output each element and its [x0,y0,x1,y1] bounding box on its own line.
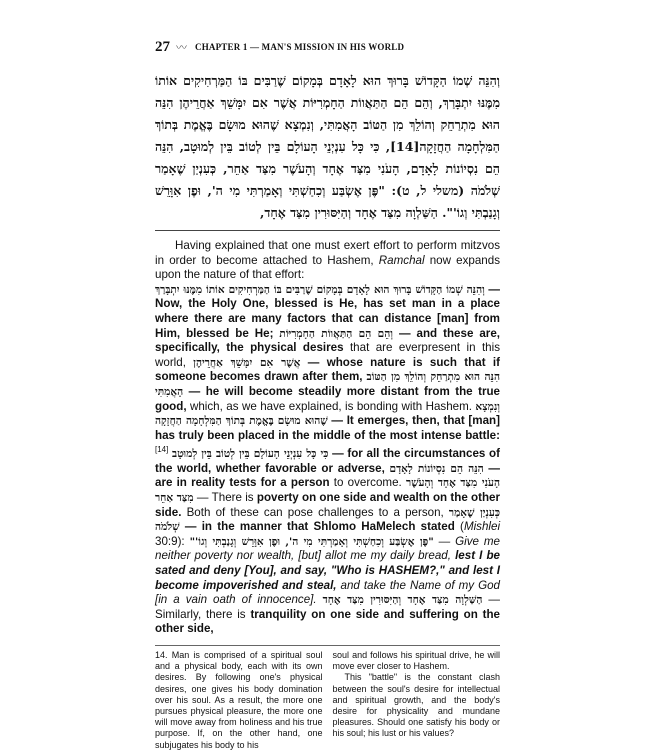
footnote-column [155,650,323,751]
lemma: וְהִנֵּה שְׁמוֹ הַקָּדוֹשׁ בָּרוּךְ הוּא לָאָדָם בְּמָקוֹם שֶׁרַבִּים בּוֹ הַמַּרְחִיקִים אוֹתוֹ מִמֶּנּוּ יִתְבָּרַךְ [155,283,485,296]
translation: — are in reality tests for a person [155,461,500,490]
translation: — and these are, specifically, the physical desires [155,326,500,355]
running-header [155,38,500,56]
lemma: הָעֹנִי מִצַּד אֶחָד וְהָעֹשֶׁר מִצַּד אַחֵר [155,477,500,504]
intro-paragraph [155,239,500,283]
translation: — Similarly, there is [155,593,500,621]
lemma: הִנֵּה הוּא מִתְרַחֵק וְהוֹלֵךְ מִן הַטּוֹב הָאֲמִתִּי [155,371,500,398]
section-divider [155,230,500,231]
elucidation: which, as we have explained, is bonding with Hashem. [186,399,476,413]
chapter-title: CHAPTER 1 — MAN'S MISSION IN HIS WORLD [195,42,405,52]
citation: 30:9): [155,534,190,548]
elucidation: to overcome. [329,476,406,490]
lemma: וְנִמְצָא שֶׁהוּא מוּשָׂם בֶּאֱמֶת בְּתוֹךְ הַמִּלְחָמָה הַחֲזָקָה [155,400,500,428]
footnote-14: 14. Man is comprised of a spiritual soul and a physical body, each with its own desires. By following one's physical desires, one gives his body domination over his soul. As a result, the more one pursues physical pleasure, the more one will move away from holiness and his true purpose. If, on the other hand, one subjugates his body to his [155,649,323,750]
translation: on the other side. [155,490,501,519]
intro-tail: now expands upon the nature of that effort: [155,253,501,282]
elucidation: Both of these can pose challenges to a person, [181,505,449,519]
footnote-ref[interactable]: [14] [155,445,169,455]
citation-book: Mishlei [463,520,501,534]
translation: tranquility on one side and suffering on the other side, [155,607,500,636]
ramchal-name: Ramchal [378,253,425,267]
translation: — for all the circumstances of the world, whether favorable or adverse, [155,447,500,475]
translation: — There is [193,490,257,504]
footnotes [155,650,500,751]
footnote-column [333,650,501,751]
verse-translation: — Give me neither poverty nor wealth, [but] allot me my daily bread, [155,534,501,563]
verse-translation: and take the Name of my God [in a vain oath of innocence]. [155,578,500,607]
translation: — It emerges, then, that [man] has truly been placed in the middle of the most intense battle: [155,414,500,442]
lemma: "פֶּן אֶשְׂבַּע וְכִחַשְׁתִּי וְאָמַרְתִּי מִי ה', וּפֶן אִוָּרֵשׁ וְגָנַבְתִּי וְגוֹ'" [189,535,434,548]
emphasis: poverty [256,490,299,504]
citation: ( [454,520,464,534]
translation: if someone becomes drawn after them, [155,355,500,384]
hebrew-source-text [155,70,500,224]
page-number: 27 [155,38,170,55]
commentary-paragraph [155,283,500,637]
verse-translation: lest I be sated and deny [You], and say, "Who is HASHEM?," and lest I become impoverished and steal, [155,549,501,592]
translation: — in the manner that Shlomo HaMelech stated [179,520,455,534]
lemma: אֲשֶׁר אִם יִמָּשֵׁךְ אַחֲרֵיהֶן [193,356,301,369]
lemma: הַשַּׁלְוָה מִצַּד אֶחָד וְהַיִּסּוּרִין מִצַּד אֶחָד [322,594,483,607]
commentary [155,239,500,637]
ornament-icon: 〰 [176,42,187,54]
hebrew-paragraph: וְהִנֵּה שְׁמוֹ הַקָּדוֹשׁ בָּרוּךְ הוּא לָאָדָם בְּמָקוֹם שֶׁרַבִּים בּוֹ הַמַּרְחִיקִים אוֹתוֹ מִמֶּנּוּ יִתְבָּרַךְ, וְהֵם הֵם הַתַּאֲווֹת הַחָמְרִיּוֹת אֲשֶׁר אִם יִמָּשֵׁךְ אַחֲרֵיהֶן הִנֵּה הוּא מִתְרַחֵק וְהוֹלֵךְ מִן הַטּוֹב הָאֲמִתִּי, וְנִמְצָא שֶׁהוּא מוּשָׂם בֶּאֱמֶת בְּתוֹךְ הַמִּלְחָמָה הַחֲזָקָה[14], כִּי כָּל עִנְיְנֵי הָעוֹלָם בֵּין לְטוֹב בֵּין לְמוּטָב, הִנֵּה הֵם נִסְיוֹנוֹת לָאָדָם, הָעֹנִי מִצַּד אֶחָד וְהָעֹשֶׁר מִצַּד אַחֵר, כְּעִנְיַן שֶׁאָמַר שְׁלֹמֹה (משלי ל, ט): "פֶּן אֶשְׂבַּע וְכִחַשְׁתִּי וְאָמַרְתִּי מִי ה', וּפֶן אִוָּרֵשׁ וְגָנַבְתִּי וְגוֹ'". הַשַּׁלְוָה מִצַּד אֶחָד וְהַיִּסּוּרִין מִצַּד אֶחָד, [155,73,500,220]
emphasis: wealth [393,490,430,504]
translation: on one side and [298,490,394,504]
footnote-14-cont: soul and follows his spiritual drive, he will move ever closer to Hashem. [332,649,500,672]
lemma: כִּי כָּל עִנְיְנֵי הָעוֹלָם בֵּין לְטוֹב בֵּין לְמוּטָב [172,448,329,461]
intro-text: Having explained that one must exert effort to perform mitzvos in order to become attached to Hashem, [155,239,500,267]
footnote-divider [155,645,500,646]
translation: — he will become steadily more distant from the true good, [155,384,500,413]
lemma: וְהֵם הֵם הַתַּאֲווֹת הַחָמְרִיּוֹת [279,327,393,340]
footnote-14-cont: This "battle" is the constant clash between the soul's desire for intellectual and spiritual growth, and the body's desire for physicality and mundane pleasures. Should one satisfy his body or his soul; his lust or his values? [332,672,500,739]
elucidation: that are everpresent in this world, [155,341,500,369]
lemma: הִנֵּה הֵם נִסְיוֹנוֹת לָאָדָם [389,462,484,475]
translation: — Now, the Holy One, blessed is He, has set man in a place where there are many factors that can distance [man] from Him, blessed be He; [155,282,500,340]
book-page [155,38,500,751]
translation: — whose nature is such that [300,355,493,369]
lemma: כְּעִנְיַן שֶׁאָמַר שְׁלֹמֹה [155,506,500,534]
